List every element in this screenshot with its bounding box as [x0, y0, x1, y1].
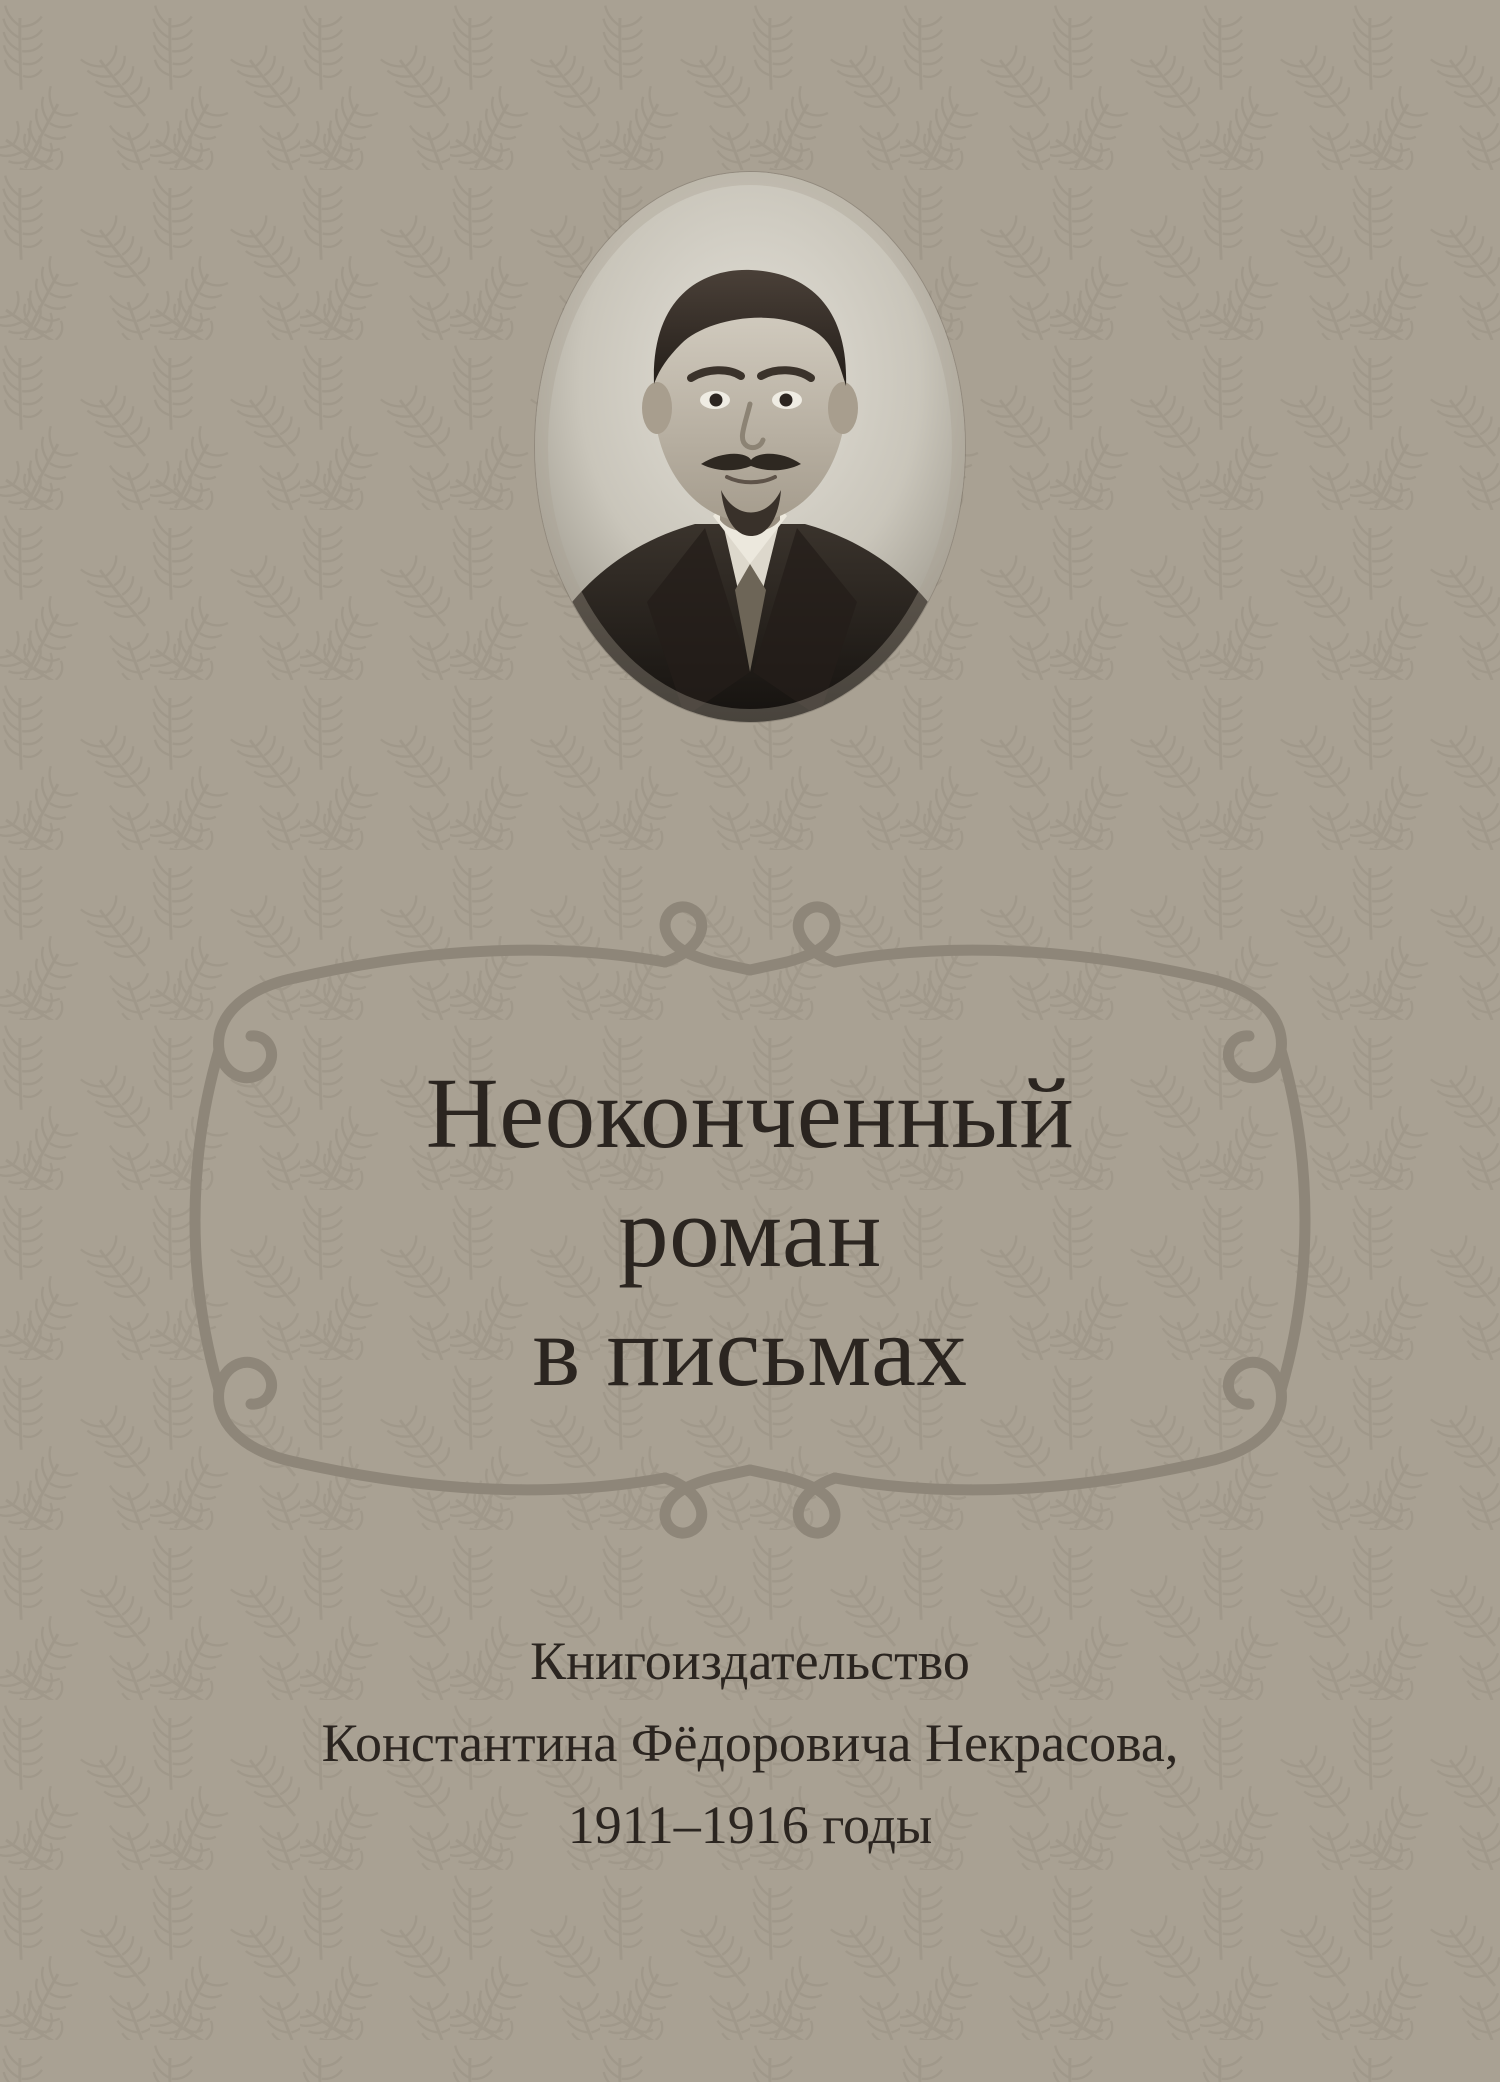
title-line-1: Неоконченный [425, 1057, 1075, 1170]
author-portrait [535, 172, 965, 722]
credit-line-1: Книгоиздательство [530, 1631, 970, 1691]
publisher-credit [0, 1620, 1500, 1866]
title-line-3: в письмах [532, 1295, 968, 1408]
credit-line-2: Константина Фёдоровича Некрасова, [321, 1713, 1179, 1774]
title-line-2: роман [618, 1176, 882, 1289]
book-title [145, 1054, 1355, 1412]
title-frame [145, 900, 1355, 1540]
credit-line-3: 1911–1916 годы [567, 1795, 933, 1856]
portrait-photo [535, 172, 965, 722]
portrait-oval-frame [535, 172, 965, 722]
